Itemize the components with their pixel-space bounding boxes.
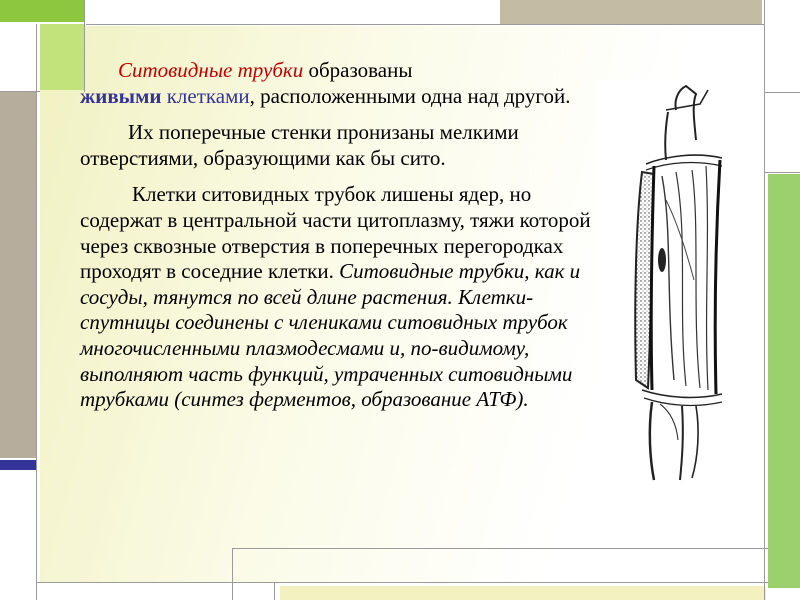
sieve-tube-drawing-icon [596, 80, 738, 484]
text-run: Их поперечные стенки пронизаны мелкими отверстиями, образующими как бы сито. [80, 120, 519, 170]
grid-line [764, 172, 800, 173]
paragraph-1 [80, 58, 595, 109]
paragraph-2 [80, 120, 595, 171]
grid-line [0, 91, 40, 92]
slide-body-text [80, 58, 595, 424]
decor-block-green [0, 0, 84, 22]
grid-line [36, 582, 768, 583]
blue-word: клетками [166, 83, 250, 108]
grid-line [764, 92, 800, 93]
decor-block-gray [0, 92, 36, 458]
decor-block-navy [0, 460, 36, 470]
grid-line [764, 0, 765, 600]
grid-line [232, 548, 768, 549]
grid-line [86, 24, 764, 25]
decor-block-green-right [768, 174, 800, 588]
decor-block-light-green [40, 24, 84, 90]
sieve-tube-illustration [596, 80, 738, 484]
text-run: Клетки ситовидных трубок лишены ядер, но содержат в центральной части цитоплазму, тяжи которой через сквозные отверстия в поперечных перегородках проходят в соседние клетки. [80, 182, 591, 284]
grid-line [36, 24, 37, 600]
text-run: , расположенными одна над другой. [249, 83, 571, 108]
paragraph-3 [80, 182, 595, 412]
text-run: образованы [303, 58, 413, 82]
term-highlight: Ситовидные трубки [118, 58, 304, 82]
grid-line [274, 582, 275, 600]
italic-text-run: Ситовидные трубки, как и сосуды, тянутся по всей длине растения. Клетки-спутницы соединены с члениками ситовидных трубок многочисленными плазмодесмами и, по-видимому, выполняют часть функций, утраченных ситовидными трубками (синтез ферментов, образование АТФ). [80, 259, 581, 412]
decor-block-taupe [500, 0, 762, 24]
bold-word: живыми [80, 83, 162, 108]
decor-block-yellow [280, 586, 766, 600]
grid-line [232, 548, 233, 600]
